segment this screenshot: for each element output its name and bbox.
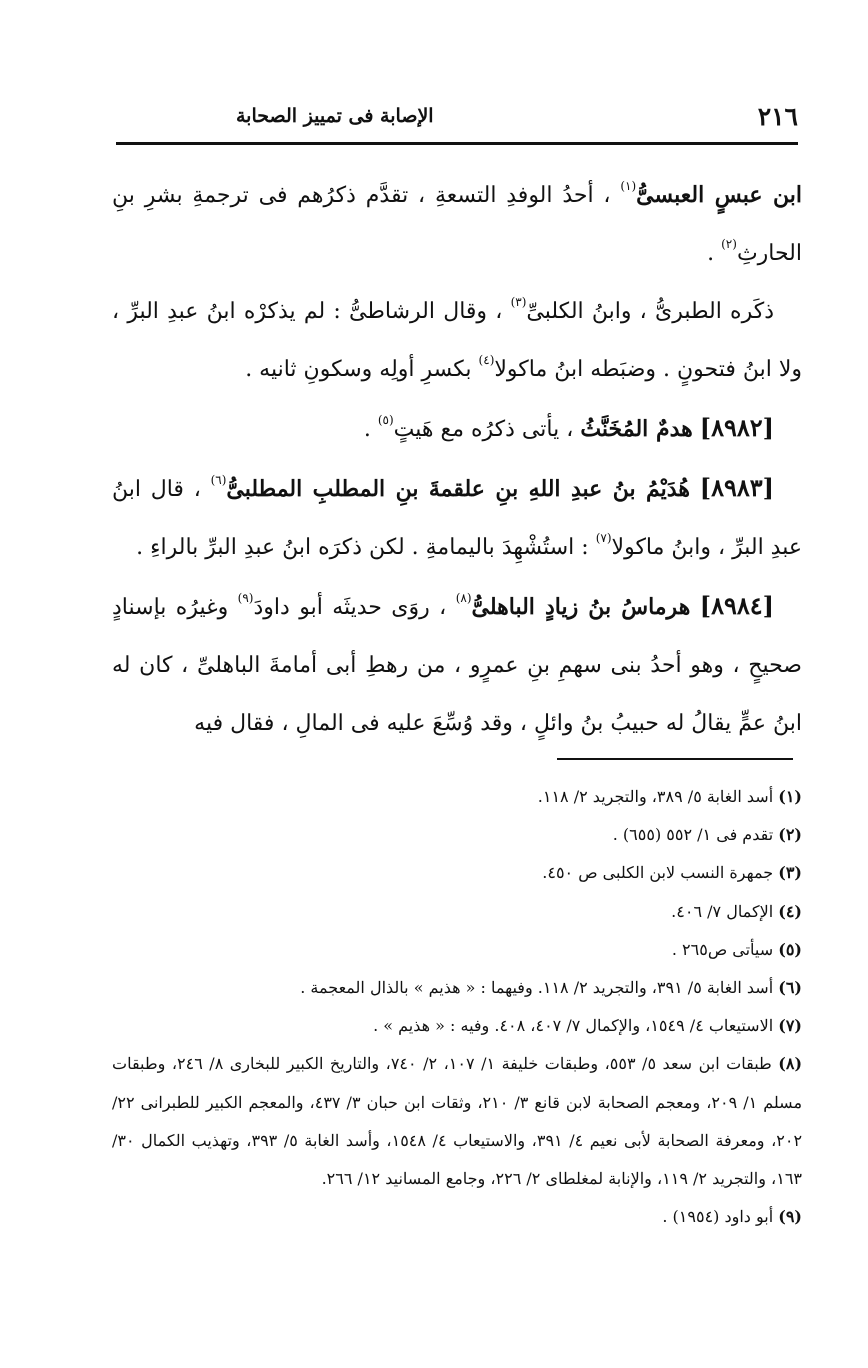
- footnote-number: (٦): [778, 978, 802, 998]
- entry-number: [٨٩٨٤]: [699, 591, 774, 620]
- entry-text: بكسرِ أولِه وسكونِ ثانيه .: [245, 357, 472, 382]
- footnote-ref: (٨): [455, 591, 472, 605]
- footnote-number: (١): [778, 787, 802, 806]
- footnote: [112, 969, 802, 1007]
- footnote-ref: (١): [620, 179, 637, 193]
- entry-text: ذكَره الطبرىُّ ، وابنُ الكلبىِّ: [526, 299, 774, 324]
- footnote-number: (٤): [778, 901, 802, 921]
- entry-name: هرماسُ بنُ زيادٍ الباهلىُّ: [471, 594, 691, 620]
- footnote-text: طبقات ابن سعد ٥/ ٥٥٣، وطبقات خليفة ١/ ١٠٧، ٢/ ٧٤٠، والتاريخ الكبير للبخارى ٨/ ٢٤٦، وطبقات مسلم ١/ ٢٠٩، ومعجم الصحابة لابن قانع ٣/ ٢١٠، وثقات ابن حبان ٣/ ٤٣٧، والمعجم الكبير للطبرانى ٢٢/ ٢٠٢، ومعرفة الصحابة لأبى نعيم ٤/ ٣٩١، والاستيعاب ٤/ ١٥٤٨، وأسد الغابة ٥/ ٣٩٣، وتهذيب الكمال ٣٠/ ١٦٣، والتجريد ٢/ ١١٩، والإنابة لمغلطاى ٢/ ٢٢٦، وجامع المسانيد ١٢/ ٢٦٦.: [112, 1054, 803, 1189]
- footnote-text: أسد الغابة ٥/ ٣٨٩، والتجريد ٢/ ١١٨.: [537, 787, 774, 806]
- footnote: [112, 1007, 802, 1045]
- footnote-separator: [557, 758, 793, 760]
- entry-text: ، أحدُ الوفدِ التسعةِ ، تقدَّم ذكرُهم فى ترجمةِ بشرِ بنِ الحارثِ: [112, 183, 802, 266]
- main-text: [112, 166, 802, 753]
- entry-name: هدمٌ المُخَنَّثُ: [580, 416, 693, 442]
- footnote-text: أسد الغابة ٥/ ٣٩١، والتجريد ٢/ ١١٨. وفيهما : « هذيم » بالذال المعجمة .: [300, 978, 774, 998]
- footnote-number: (٣): [778, 863, 802, 883]
- entry-text: .: [707, 241, 715, 266]
- entry-number: [٨٩٨٣]: [699, 473, 774, 502]
- entry-number: [٨٩٨٢]: [699, 413, 774, 442]
- entry-text: .: [363, 417, 371, 442]
- footnote-ref: (٤): [478, 353, 495, 367]
- footnotes: [112, 778, 802, 1236]
- footnote-ref: (٦): [210, 473, 227, 487]
- entry-text: ، وقال الرشاطىُّ : لم يذكرْه ابنُ عبدِ البرِّ ، ولا ابنُ فتحونٍ . وضبَطه ابنُ ماكولا: [112, 299, 802, 382]
- footnote: [112, 854, 802, 892]
- page-number: ٢١٦: [757, 101, 798, 131]
- footnote: [112, 816, 802, 854]
- footnote: [112, 1045, 802, 1198]
- footnote-text: جمهرة النسب لابن الكلبى ص ٤٥٠.: [542, 863, 774, 883]
- entry-text: ، يأتى ذكرُه مع هَيتٍ: [393, 417, 574, 442]
- entry-name: ابن عبسٍ العبسىُّ: [636, 182, 802, 208]
- footnote: [112, 1198, 802, 1236]
- entry-text: ، قال ابنُ عبدِ البرِّ ، وابنُ ماكولا: [112, 477, 802, 560]
- footnote-number: (٨): [778, 1054, 803, 1074]
- footnote-ref: (٧): [595, 531, 612, 545]
- entry-paragraph: [112, 166, 802, 283]
- entry-paragraph: [112, 577, 802, 753]
- entry-name: هُدَيْمُ بنُ عبدِ اللهِ بنِ علقمةَ بنِ المطلبِ المطلبىُّ: [226, 476, 690, 502]
- running-title: الإصابة فى تمييز الصحابة: [236, 105, 434, 127]
- entry-paragraph: [112, 459, 802, 577]
- footnote: [112, 931, 802, 969]
- footnote-text: الإكمال ٧/ ٤٠٦.: [671, 901, 774, 921]
- entry-text: وغيرُه بإسنادٍ صحيحٍ ، وهو أحدُ بنى سهمِ بنِ عمرٍو ، من رهطِ أبى أمامةَ الباهلىِّ ، كان له ابنُ عمٍّ يقالُ له حبيبُ بنُ وائلٍ ، وقد وُسِّعَ عليه فى المالِ ، فقال فيه: [112, 595, 802, 736]
- header-rule: [116, 142, 798, 145]
- footnote-number: (٧): [778, 1016, 802, 1036]
- entry-paragraph: [112, 399, 802, 459]
- entry-text: : استُشْهِدَ باليمامةِ . لكن ذكرَه ابنُ عبدِ البرِّ بالراءِ .: [136, 535, 589, 560]
- footnote-text: سيأتى ص٢٦٥ .: [671, 939, 774, 959]
- footnote-number: (٢): [778, 825, 802, 845]
- entry-text: ، روَى حديثَه أبو داودَ: [253, 595, 447, 620]
- footnote-number: (٩): [778, 1207, 802, 1227]
- footnote-ref: (٣): [510, 295, 527, 309]
- footnote-ref: (٢): [721, 237, 737, 251]
- footnote: [112, 893, 802, 931]
- footnote: [112, 778, 802, 816]
- footnote-ref: (٥): [377, 413, 394, 427]
- footnote-text: أبو داود (١٩٥٤) .: [662, 1207, 774, 1227]
- page-header: [116, 96, 798, 136]
- entry-paragraph: [112, 283, 802, 399]
- footnote-number: (٥): [778, 939, 802, 959]
- footnote-text: تقدم فى ١/ ٥٥٢ (٦٥٥) .: [612, 825, 774, 845]
- footnote-ref: (٩): [237, 591, 254, 605]
- footnote-text: الاستيعاب ٤/ ١٥٤٩، والإكمال ٧/ ٤٠٧، ٤٠٨. وفيه : « هذيم » .: [373, 1016, 774, 1036]
